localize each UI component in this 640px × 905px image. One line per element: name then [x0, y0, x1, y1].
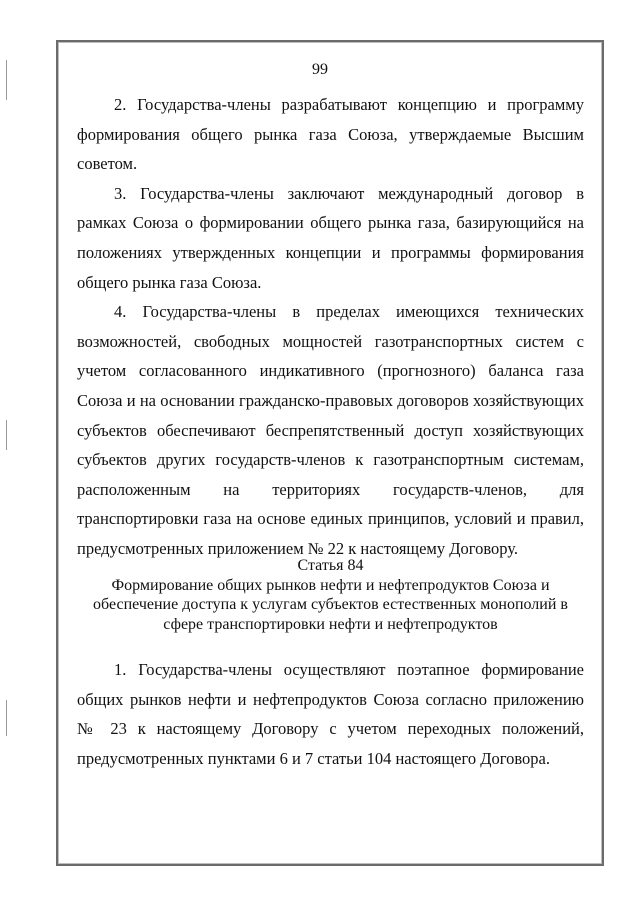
- scan-edge-mark: [6, 420, 7, 450]
- scan-edge-mark: [6, 700, 7, 736]
- article-title: Формирование общих рынков нефти и нефтепродуктов Союза и обеспечение доступа к услугам субъектов естественных монополий в сфере транспортировки нефти и нефтепродуктов: [93, 576, 568, 633]
- body-text: [77, 90, 584, 564]
- page-number: 99: [312, 61, 328, 78]
- paragraph: 2. Государства-члены разрабатывают концепцию и программу формирования общего рынка газа Союза, утверждаемые Высшим советом.: [77, 95, 584, 174]
- paragraph: 3. Государства-члены заключают международный договор в рамках Союза о формировании общего рынка газа, базирующийся на положениях утвержденных концепции и программы формирования общего рынка газа Союза.: [77, 183, 584, 292]
- paragraph: 1. Государства-члены осуществляют поэтапное формирование общих рынков нефти и нефтепродуктов Союза согласно приложению № 23 к настоящему Договору с учетом переходных положений, предусмотренных пунктами 6 и 7 статьи 104 настоящего Договора.: [77, 660, 584, 768]
- article-heading: Статья 84: [297, 557, 364, 574]
- article-header: [77, 556, 584, 634]
- paragraph: 4. Государства-члены в пределах имеющихся технических возможностей, свободных мощностей газотранспортных систем с учетом согласованного индикативного (прогнозного) баланса газа Союза и на основании гражданско-правовых договоров хозяйствующих субъектов обеспечивают беспрепятственный доступ хозяйствующих субъектов других государств-членов к газотранспортным системам, расположенным на территориях государств-членов, для транспортировки газа на основе единых принципов, условий и правил, предусмотренных приложением № 22 к настоящему Договору.: [77, 302, 584, 558]
- article-body: [77, 655, 584, 773]
